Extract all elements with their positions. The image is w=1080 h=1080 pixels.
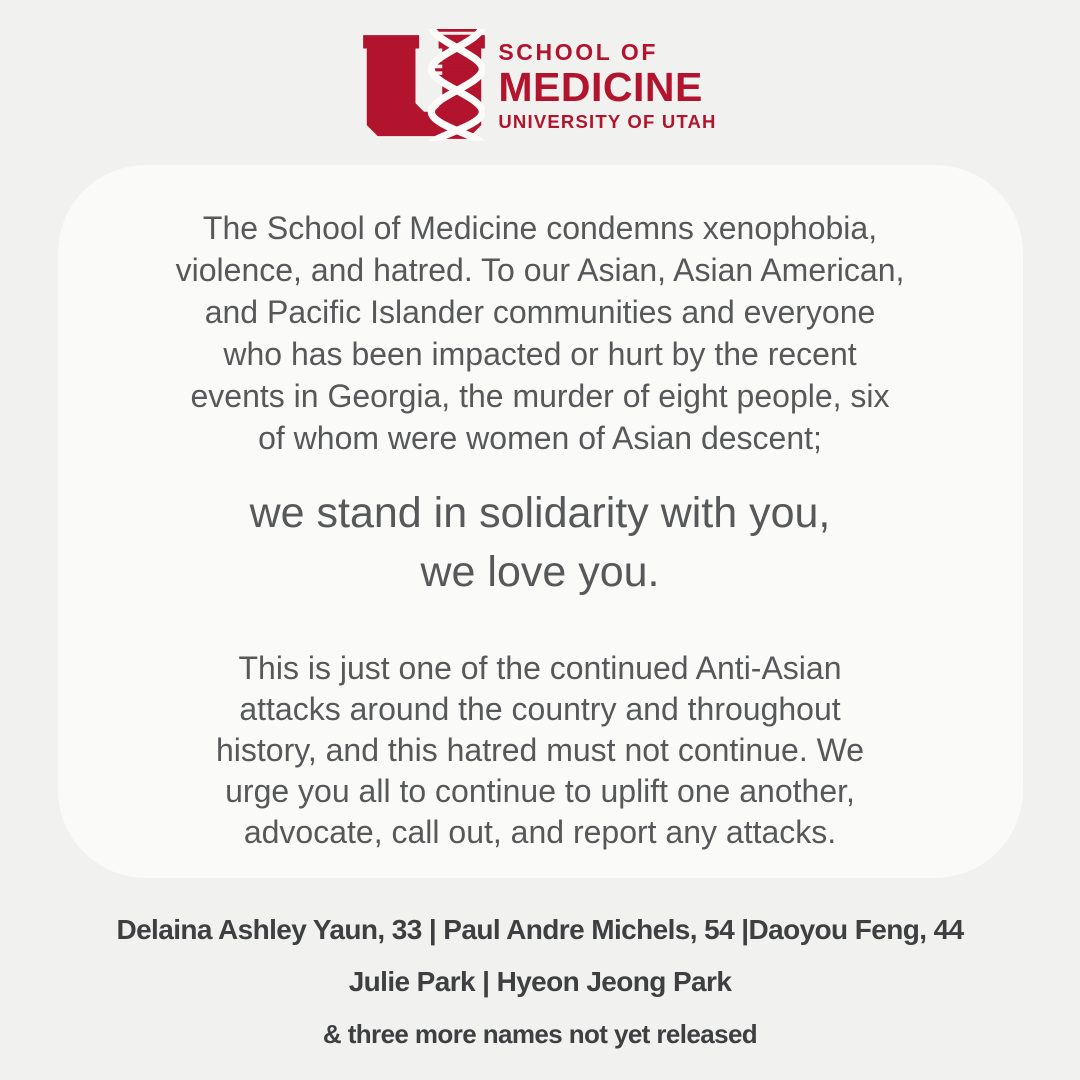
- paragraph-line: This is just one of the continued Anti-Asian: [238, 650, 842, 686]
- paragraph-line: who has been impacted or hurt by the recent: [223, 336, 857, 372]
- victim-names-line-3: & three more names not yet released: [322, 1019, 758, 1049]
- solidarity-headline: [58, 484, 1023, 602]
- paragraph-line: of whom were women of Asian descent;: [258, 420, 822, 456]
- paragraph-line: attacks around the country and throughout: [239, 691, 841, 727]
- paragraph-line: history, and this hatred must not continue. We: [215, 732, 865, 768]
- block-u-logo-icon: [363, 29, 485, 141]
- paragraph-line: and Pacific Islander communities and everyone: [204, 294, 876, 330]
- school-of-medicine-logo: [0, 0, 1080, 141]
- victim-names: [0, 904, 1080, 1060]
- logo-medicine-text: MEDICINE: [498, 63, 703, 110]
- logo-university-text: UNIVERSITY OF UTAH: [498, 110, 717, 132]
- headline-line: we stand in solidarity with you,: [249, 489, 831, 537]
- statement-paragraph-1: [58, 207, 1023, 459]
- paragraph-line: violence, and hatred. To our Asian, Asian American,: [175, 252, 905, 288]
- paragraph-line: The School of Medicine condemns xenophobia,: [202, 210, 878, 246]
- victim-names-line-2: Julie Park | Hyeon Jeong Park: [348, 966, 732, 997]
- statement-paragraph-2: [58, 648, 1023, 853]
- paragraph-line: advocate, call out, and report any attacks.: [243, 814, 837, 850]
- logo-wordmark: [498, 39, 716, 132]
- headline-line: we love you.: [420, 548, 660, 596]
- statement-card: [58, 165, 1023, 878]
- logo-school-of-text: SCHOOL OF: [498, 38, 659, 65]
- paragraph-line: events in Georgia, the murder of eight people, six: [190, 378, 890, 414]
- victim-names-line-1: Delaina Ashley Yaun, 33 | Paul Andre Michels, 54 |Daoyou Feng, 44: [116, 914, 964, 945]
- paragraph-line: urge you all to continue to uplift one another,: [225, 773, 855, 809]
